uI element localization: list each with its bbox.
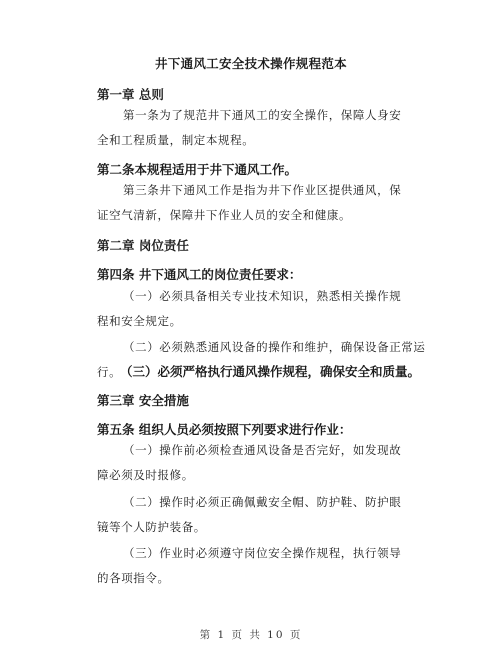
article-5-item-1: （一）操作前必须检查通风设备是否完好，如发现故障必须及时报修。 xyxy=(97,443,402,482)
document-title: 井下通风工安全技术操作规程范本 xyxy=(154,56,347,71)
article-4-heading: 第四条 井下通风工的岗位责任要求： xyxy=(97,267,302,282)
article-4-item-1: （一）必须具备相关专业技术知识，熟悉相关操作规程和安全规定。 xyxy=(97,289,402,328)
chapter-1-heading: 第一章 总则 xyxy=(97,87,164,102)
article-4-item-2: （二）必须熟悉通风设备的操作和维护，确保设备正常运行。 xyxy=(97,340,426,379)
article-1-paragraph: 第一条为了规范井下通风工的安全操作，保障人身安全和工程质量，制定本规程。 xyxy=(97,108,402,147)
article-4-item-3: （三）必须严格执行通风操作规程，确保安全和质量。 xyxy=(120,364,421,379)
article-5-heading: 第五条 组织人员必须按照下列要求进行作业： xyxy=(97,422,352,437)
chapter-2-heading: 第二章 岗位责任 xyxy=(97,238,189,253)
article-3-paragraph: 第三条井下通风工作是指为井下作业区提供通风，保证空气清新，保障井下作业人员的安全和健康。 xyxy=(97,183,402,222)
article-5-item-3: （三）作业时必须遵守岗位安全操作规程，执行领导的各项指令。 xyxy=(97,546,402,585)
article-2-heading: 第二条本规程适用于井下通风工作。 xyxy=(97,162,298,177)
article-5-item-2: （二）操作时必须正确佩戴安全帽、防护鞋、防护眼镜等个人防护装备。 xyxy=(97,495,402,534)
chapter-3-heading: 第三章 安全措施 xyxy=(97,393,189,408)
page-footer: 第 1 页 共 10 页 xyxy=(199,629,303,641)
